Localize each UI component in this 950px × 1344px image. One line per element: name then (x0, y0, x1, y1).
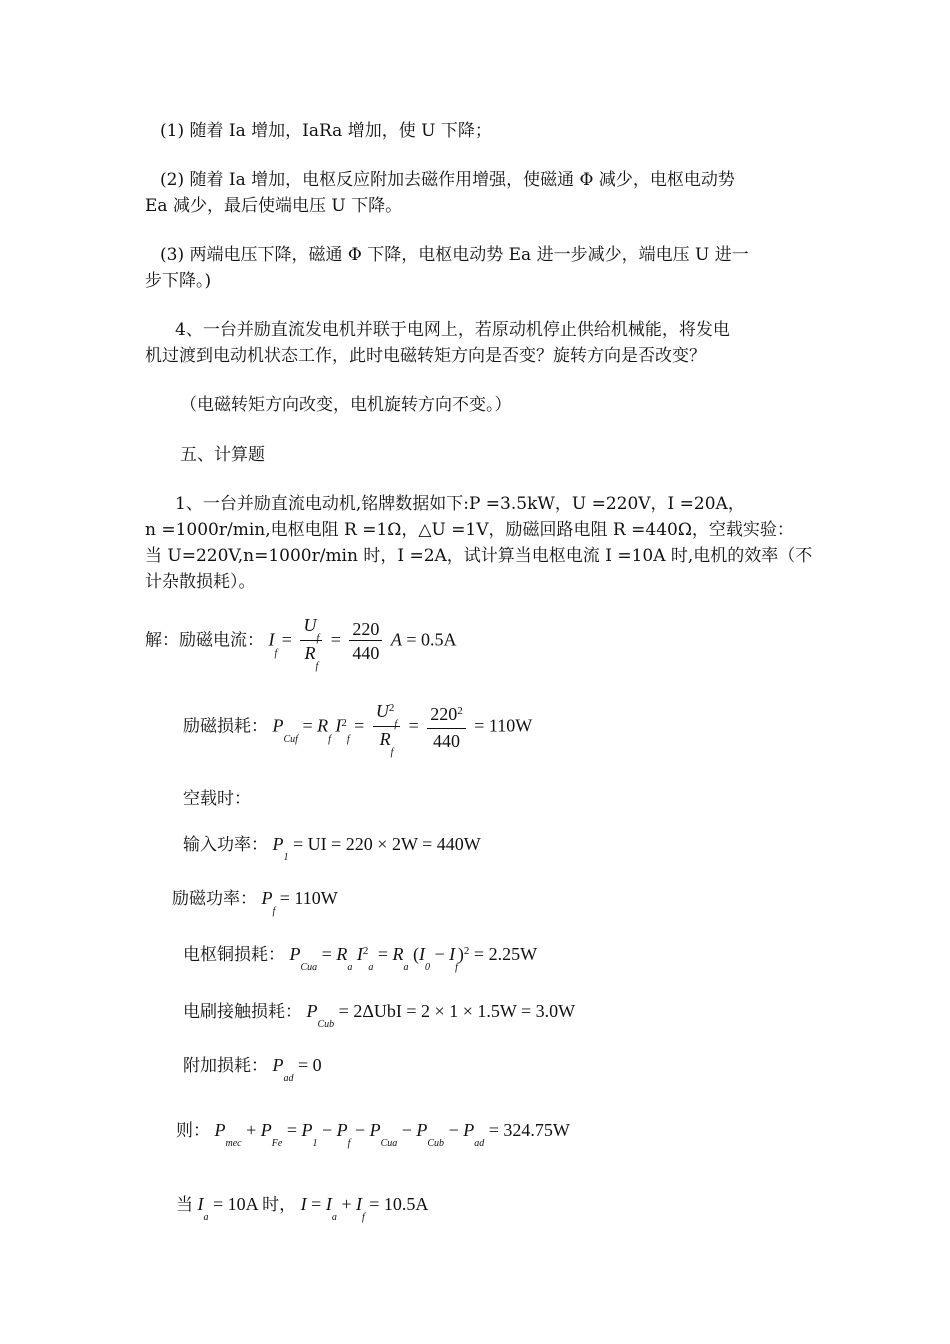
brush-contact-label: 电刷接触损耗： (183, 1002, 302, 1022)
equation-excitation-power: 励磁功率： $P_f = 110W$ (172, 888, 338, 917)
answer-point-3-line2: 步下降。) (145, 271, 212, 291)
total-loss-result: = 324.75W (488, 1120, 570, 1140)
armature-current-value: = 10A (213, 1194, 258, 1214)
problem-1-line2: n =1000r/min,电枢电阻 R =1Ω，△U =1V，励磁回路电阻 R =440Ω，空载实验： (145, 520, 794, 540)
input-power-label: 输入功率： (183, 835, 268, 855)
question-4-answer: （电磁转矩方向改变，电机旋转方向不变。） (180, 395, 512, 415)
answer-point-2-line1: (2) 随着 Ia 增加，电枢反应附加去磁作用增强，使磁通 Φ 减少，电枢电动势 (160, 170, 735, 190)
answer-point-3-line1: (3) 两端电压下降，磁通 Φ 下降，电枢电动势 Ea 进一步减少，端电压 U 进一 (160, 245, 749, 265)
equation-brush-contact-loss: 电刷接触损耗： $P_{Cub} = 2\Delta UbI = 2 \times 1 \times 1.5W = 3.0W$ (183, 1001, 576, 1030)
excitation-loss-result: = 110W (474, 715, 533, 736)
equation-additional-loss: 附加损耗： $P_{ad} = 0$ (183, 1055, 322, 1084)
problem-1-line3: 当 U=220V,n=1000r/min 时，I =2A，试计算当电枢电流 I =10A 时,电机的效率（不 (145, 546, 813, 566)
input-power-expression: = UI = 220 × 2W = 440W (293, 834, 481, 854)
excitation-power-result: = 110W (279, 888, 338, 908)
total-current-result: = 10.5A (369, 1194, 429, 1214)
when-suffix: 时， (262, 1195, 297, 1215)
excitation-current-label: 解：励磁电流： (145, 630, 264, 651)
excitation-power-label: 励磁功率： (172, 889, 257, 909)
when-label: 当 (176, 1195, 193, 1215)
no-load-label: 空载时： (183, 789, 251, 809)
equation-armature-current: 当 $I_a = 10A$ 时， $I = I_a + I_f = 10.5A$ (176, 1194, 429, 1223)
section-title: 五、计算题 (180, 445, 265, 465)
problem-1-line1: 1、一台并励直流电动机,铭牌数据如下:P =3.5kW，U =220V，I =20A， (175, 494, 745, 514)
equation-armature-copper-loss: 电枢铜损耗： $P_{Cua} = R_a$ $I^2_a = R_a$ $(I_0 - I_f)^2 = 2.25W$ (183, 944, 538, 973)
equation-total-loss: 则： $P_{mec} + P_{Fe} = P_1 - P_f - P_{Cua} - P_{Cub} - P_{ad} = 324.75W$ (176, 1120, 570, 1149)
equation-excitation-loss: 励磁损耗： $P_{Cuf} = R_f$ $I^2_f$ = $\frac{U^2_f}{R_f}$ = $\frac{220^2}{440}$ = 110W (183, 701, 533, 758)
question-4-line2: 机过渡到电动机状态工作，此时电磁转矩方向是否变？旋转方向是否改变？ (145, 346, 706, 366)
answer-point-2-line2: Ea 减少，最后使端电压 U 下降。 (145, 196, 403, 216)
problem-1-line4: 计杂散损耗）。 (145, 572, 256, 592)
excitation-current-result: = 0.5A (406, 629, 457, 650)
equation-excitation-current: 解：励磁电流： $I_f$ = $\frac{U_f}{R_f}$ = $\frac{220}{440}$ A = 0.5A (145, 615, 457, 672)
then-label: 则： (176, 1121, 210, 1141)
excitation-loss-label: 励磁损耗： (183, 716, 268, 737)
additional-loss-label: 附加损耗： (183, 1056, 268, 1076)
equation-input-power: 输入功率： $P_1$ = UI = 220 × 2W = 440W (183, 834, 481, 863)
armature-copper-label: 电枢铜损耗： (183, 945, 285, 965)
question-4-line1: 4、一台并励直流发电机并联于电网上，若原动机停止供给机械能，将发电 (175, 320, 730, 340)
brush-contact-expression: = 2ΔUbI = 2 × 1 × 1.5W = 3.0W (338, 1001, 576, 1021)
answer-point-1: (1) 随着 Ia 增加，IaRa 增加，使 U 下降； (160, 121, 492, 141)
additional-loss-result: = 0 (298, 1055, 322, 1075)
armature-copper-result: = 2.25W (473, 944, 538, 964)
